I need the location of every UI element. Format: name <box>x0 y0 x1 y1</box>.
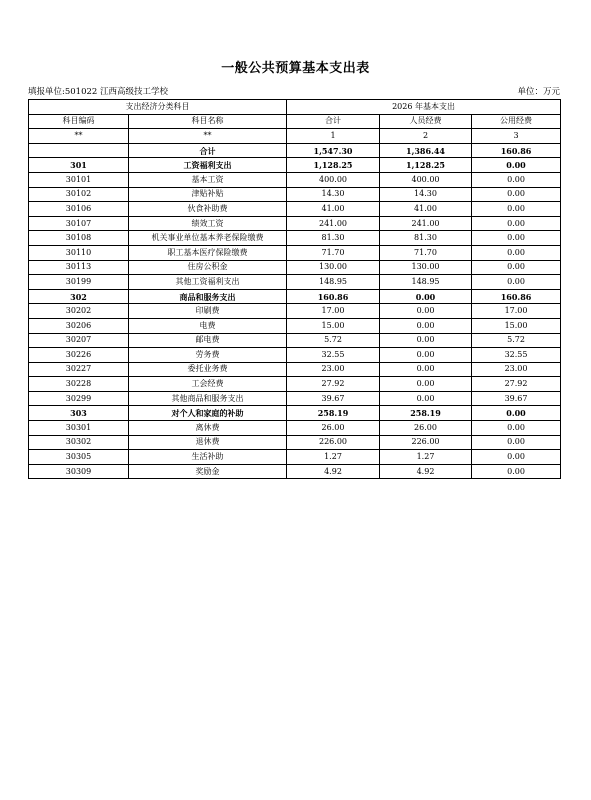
table-row <box>29 275 561 290</box>
cell-total: 26.00 <box>287 421 380 436</box>
cell-name: 其他商品和服务支出 <box>129 391 287 406</box>
cell-total: 23.00 <box>287 362 380 377</box>
cell-personnel: 41.00 <box>380 202 472 217</box>
cell-public: 0.00 <box>472 260 561 275</box>
cell-total: 5.72 <box>287 333 380 348</box>
cell-personnel: 400.00 <box>380 172 472 187</box>
cell-total: 1,547.30 <box>287 143 380 158</box>
index-total: 1 <box>287 129 380 144</box>
cell-name: 其他工资福利支出 <box>129 275 287 290</box>
cell-name: 邮电费 <box>129 333 287 348</box>
cell-code: 30305 <box>29 450 129 465</box>
table-group-header-row <box>29 100 561 115</box>
table-row <box>29 202 561 217</box>
cell-code: 30206 <box>29 318 129 333</box>
cell-total: 241.00 <box>287 216 380 231</box>
cell-public: 0.00 <box>472 450 561 465</box>
table-row <box>29 260 561 275</box>
cell-public: 32.55 <box>472 348 561 363</box>
cell-total: 39.67 <box>287 391 380 406</box>
cell-public: 39.67 <box>472 391 561 406</box>
cell-code: 30299 <box>29 391 129 406</box>
table-column-header-row <box>29 114 561 129</box>
table-body <box>29 143 561 479</box>
table-row <box>29 391 561 406</box>
table-row <box>29 464 561 479</box>
cell-public: 0.00 <box>472 187 561 202</box>
cell-name: 生活补助 <box>129 450 287 465</box>
cell-name: 住房公积金 <box>129 260 287 275</box>
cell-code: 30107 <box>29 216 129 231</box>
cell-code: 30302 <box>29 435 129 450</box>
cell-public: 0.00 <box>472 421 561 436</box>
cell-public: 0.00 <box>472 245 561 260</box>
table-row <box>29 450 561 465</box>
cell-name: 劳务费 <box>129 348 287 363</box>
cell-personnel: 14.30 <box>380 187 472 202</box>
cell-total: 14.30 <box>287 187 380 202</box>
cell-name: 津贴补贴 <box>129 187 287 202</box>
cell-code: 30113 <box>29 260 129 275</box>
cell-total: 81.30 <box>287 231 380 246</box>
cell-personnel: 0.00 <box>380 348 472 363</box>
cell-total: 1,128.25 <box>287 158 380 173</box>
table-row <box>29 362 561 377</box>
cell-name: 委托业务费 <box>129 362 287 377</box>
header-basic-expenditure-year: 2026 年基本支出 <box>287 100 561 115</box>
cell-public: 23.00 <box>472 362 561 377</box>
index-public: 3 <box>472 129 561 144</box>
cell-total: 160.86 <box>287 289 380 304</box>
cell-code: 30309 <box>29 464 129 479</box>
cell-name: 离休费 <box>129 421 287 436</box>
cell-personnel: 0.00 <box>380 391 472 406</box>
cell-total: 130.00 <box>287 260 380 275</box>
table-row <box>29 289 561 304</box>
header-total: 合计 <box>287 114 380 129</box>
cell-code: 30106 <box>29 202 129 217</box>
cell-personnel: 258.19 <box>380 406 472 421</box>
cell-total: 4.92 <box>287 464 380 479</box>
cell-total: 400.00 <box>287 172 380 187</box>
table-row <box>29 377 561 392</box>
basic-expenditure-table <box>28 99 561 479</box>
cell-code: 30101 <box>29 172 129 187</box>
table-row <box>29 406 561 421</box>
cell-public: 0.00 <box>472 275 561 290</box>
cell-public: 17.00 <box>472 304 561 319</box>
cell-public: 160.86 <box>472 143 561 158</box>
cell-personnel: 0.00 <box>380 362 472 377</box>
index-personnel: 2 <box>380 129 472 144</box>
header-economic-classification: 支出经济分类科目 <box>29 100 287 115</box>
cell-public: 5.72 <box>472 333 561 348</box>
cell-personnel: 81.30 <box>380 231 472 246</box>
cell-personnel: 0.00 <box>380 318 472 333</box>
cell-name: 伙食补助费 <box>129 202 287 217</box>
cell-code: 30227 <box>29 362 129 377</box>
cell-code: 30108 <box>29 231 129 246</box>
cell-code: 30202 <box>29 304 129 319</box>
cell-total: 32.55 <box>287 348 380 363</box>
cell-personnel: 241.00 <box>380 216 472 231</box>
cell-public: 0.00 <box>472 216 561 231</box>
cell-personnel: 71.70 <box>380 245 472 260</box>
report-meta <box>28 85 560 97</box>
cell-total: 258.19 <box>287 406 380 421</box>
table-row <box>29 187 561 202</box>
cell-personnel: 0.00 <box>380 377 472 392</box>
cell-public: 0.00 <box>472 172 561 187</box>
cell-public: 0.00 <box>472 158 561 173</box>
cell-personnel: 0.00 <box>380 304 472 319</box>
table-row <box>29 172 561 187</box>
cell-code: 30301 <box>29 421 129 436</box>
cell-name: 绩效工资 <box>129 216 287 231</box>
cell-name: 工资福利支出 <box>129 158 287 173</box>
cell-public: 15.00 <box>472 318 561 333</box>
cell-name: 电费 <box>129 318 287 333</box>
cell-personnel: 0.00 <box>380 333 472 348</box>
cell-code: 30226 <box>29 348 129 363</box>
cell-code <box>29 143 129 158</box>
header-public-expense: 公用经费 <box>472 114 561 129</box>
cell-personnel: 1,386.44 <box>380 143 472 158</box>
cell-code: 30102 <box>29 187 129 202</box>
table-index-row <box>29 129 561 144</box>
table-row <box>29 348 561 363</box>
currency-unit: 单位：万元 <box>517 87 560 97</box>
cell-total: 148.95 <box>287 275 380 290</box>
cell-name: 对个人和家庭的补助 <box>129 406 287 421</box>
cell-personnel: 1,128.25 <box>380 158 472 173</box>
cell-name: 退休费 <box>129 435 287 450</box>
cell-total: 41.00 <box>287 202 380 217</box>
cell-personnel: 0.00 <box>380 289 472 304</box>
index-name: ** <box>129 129 287 144</box>
cell-code: 30199 <box>29 275 129 290</box>
cell-name: 机关事业单位基本养老保险缴费 <box>129 231 287 246</box>
cell-name: 基本工资 <box>129 172 287 187</box>
cell-personnel: 26.00 <box>380 421 472 436</box>
table-row <box>29 216 561 231</box>
cell-personnel: 148.95 <box>380 275 472 290</box>
cell-total: 15.00 <box>287 318 380 333</box>
table-row <box>29 318 561 333</box>
cell-personnel: 130.00 <box>380 260 472 275</box>
cell-personnel: 4.92 <box>380 464 472 479</box>
cell-total: 71.70 <box>287 245 380 260</box>
cell-name: 奖励金 <box>129 464 287 479</box>
header-personnel-expense: 人员经费 <box>380 114 472 129</box>
cell-code: 30207 <box>29 333 129 348</box>
table-row <box>29 231 561 246</box>
cell-public: 0.00 <box>472 406 561 421</box>
cell-name: 工会经费 <box>129 377 287 392</box>
table-row <box>29 421 561 436</box>
reporting-unit: 填报单位:501022 江西高级技工学校 <box>28 87 169 97</box>
cell-code: 30110 <box>29 245 129 260</box>
cell-public: 0.00 <box>472 464 561 479</box>
table-row <box>29 158 561 173</box>
header-subject-code: 科目编码 <box>29 114 129 129</box>
cell-code: 303 <box>29 406 129 421</box>
table-row <box>29 245 561 260</box>
table-row <box>29 143 561 158</box>
cell-personnel: 226.00 <box>380 435 472 450</box>
cell-name: 印刷费 <box>129 304 287 319</box>
cell-public: 0.00 <box>472 231 561 246</box>
cell-code: 302 <box>29 289 129 304</box>
cell-total: 1.27 <box>287 450 380 465</box>
cell-public: 0.00 <box>472 202 561 217</box>
table-row <box>29 435 561 450</box>
header-subject-name: 科目名称 <box>129 114 287 129</box>
cell-public: 0.00 <box>472 435 561 450</box>
cell-name: 合计 <box>129 143 287 158</box>
index-code: ** <box>29 129 129 144</box>
cell-code: 301 <box>29 158 129 173</box>
cell-name: 职工基本医疗保险缴费 <box>129 245 287 260</box>
table-row <box>29 333 561 348</box>
table-row <box>29 304 561 319</box>
cell-public: 160.86 <box>472 289 561 304</box>
cell-total: 17.00 <box>287 304 380 319</box>
cell-total: 27.92 <box>287 377 380 392</box>
cell-name: 商品和服务支出 <box>129 289 287 304</box>
cell-total: 226.00 <box>287 435 380 450</box>
cell-code: 30228 <box>29 377 129 392</box>
cell-public: 27.92 <box>472 377 561 392</box>
page-title: 一般公共预算基本支出表 <box>221 61 370 76</box>
cell-personnel: 1.27 <box>380 450 472 465</box>
